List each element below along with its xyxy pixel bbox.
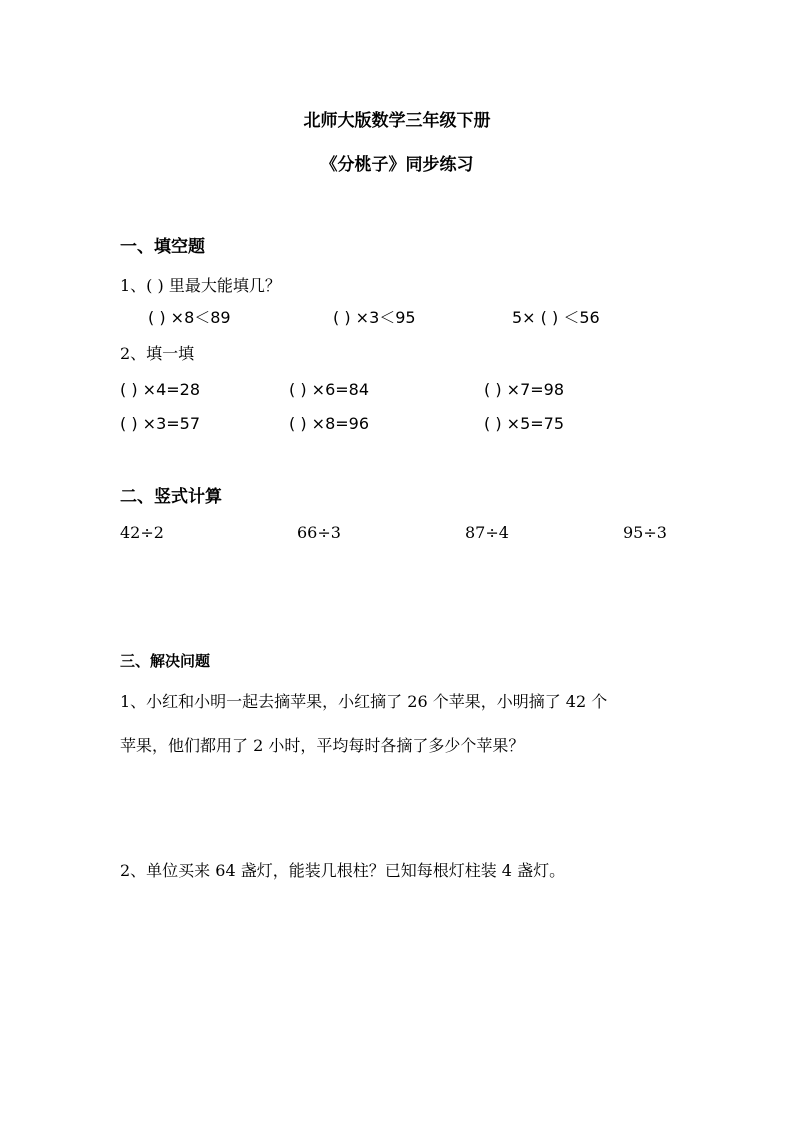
q2-row1-item-2: ( ) ×6=84 — [289, 380, 370, 399]
calc-item-4: 95÷3 — [623, 523, 667, 542]
q2-row2-item-3: ( ) ×5=75 — [484, 414, 565, 433]
page-subtitle: 《分桃子》同步练习 — [320, 155, 474, 175]
problem1-line2: 苹果，他们都用了 2 小时，平均每时各摘了多少个苹果？ — [120, 736, 525, 755]
calc-item-2: 66÷3 — [297, 523, 341, 542]
q2-row2-item-2: ( ) ×8=96 — [289, 414, 370, 433]
q1-item-3: 5× ( ) ＜56 — [512, 308, 600, 327]
page-title: 北师大版数学三年级下册 — [303, 111, 491, 131]
q1-item-1: ( ) ×8＜89 — [148, 308, 231, 327]
problem1-line1: 1、小红和小明一起去摘苹果，小红摘了 26 个苹果，小明摘了 42 个 — [120, 692, 608, 711]
q2-row2-item-1: ( ) ×3=57 — [120, 414, 201, 433]
q2-row1-item-3: ( ) ×7=98 — [484, 380, 565, 399]
calc-item-1: 42÷2 — [120, 523, 164, 542]
q2-row1-item-1: ( ) ×4=28 — [120, 380, 201, 399]
section1-heading: 一、填空题 — [120, 237, 205, 257]
q1-prompt: 1、( ) 里最大能填几？ — [120, 276, 281, 295]
q2-prompt: 2、填一填 — [120, 344, 195, 363]
problem2: 2、单位买来 64 盏灯，能装几根柱？已知每根灯柱装 4 盏灯。 — [120, 861, 566, 880]
q1-item-2: ( ) ×3＜95 — [333, 308, 416, 327]
section2-heading: 二、竖式计算 — [120, 487, 222, 507]
section3-heading: 三、解决问题 — [120, 652, 211, 670]
calc-item-3: 87÷4 — [465, 523, 509, 542]
